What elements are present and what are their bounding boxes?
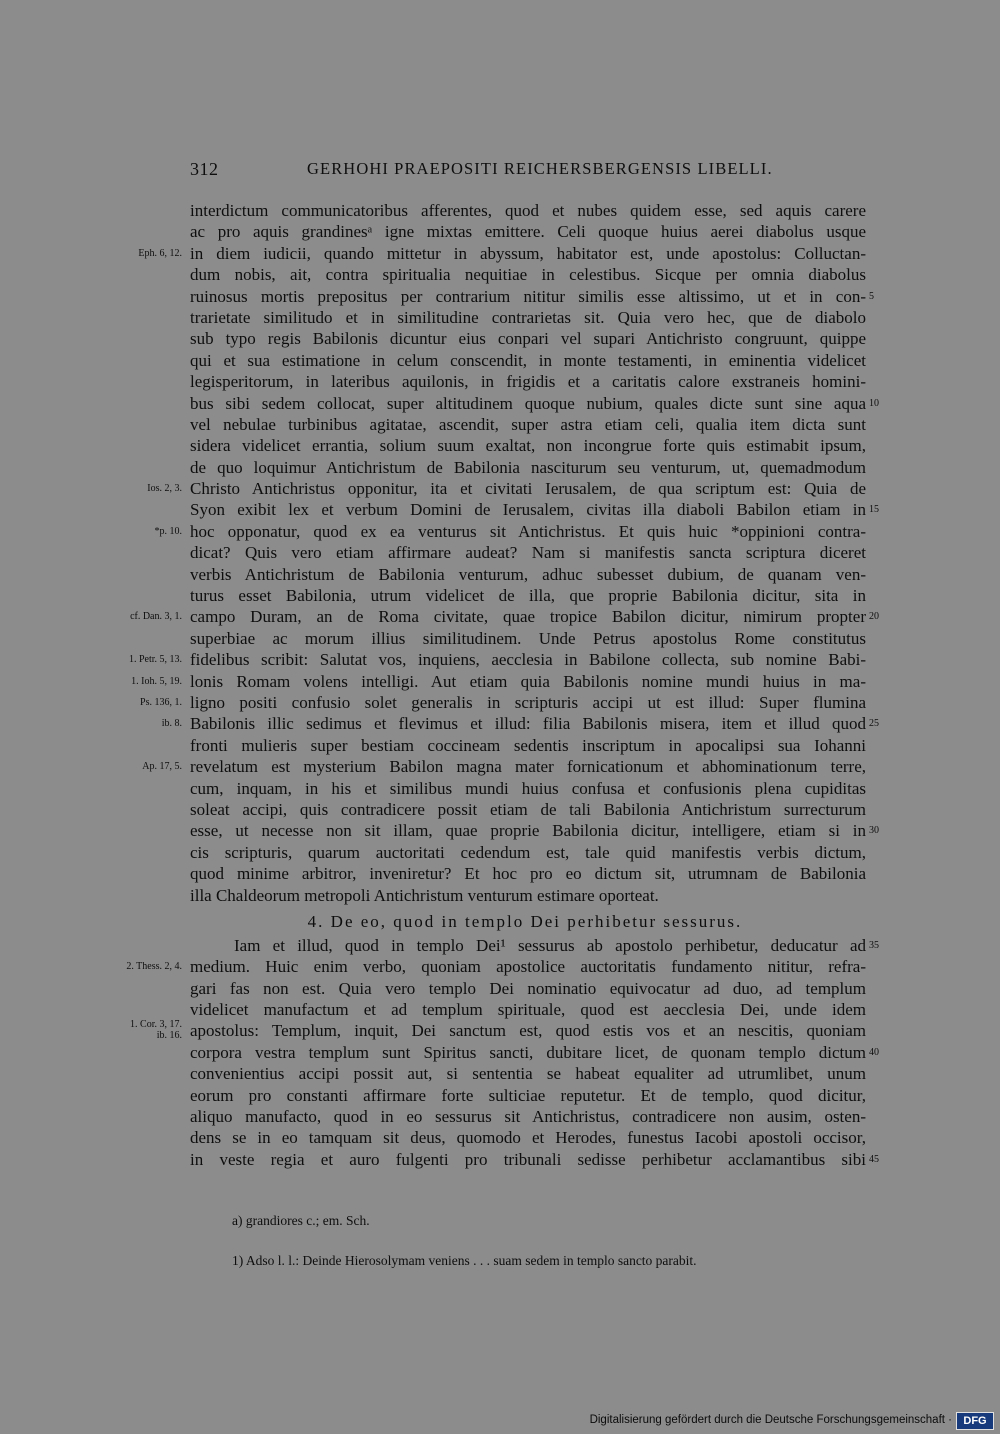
line-text: verbis Antichristum de Babilonia venturum, adhuc subesset dubium, de quanam ven- [190, 564, 866, 584]
text-line [0, 713, 1000, 734]
text-line [0, 585, 1000, 606]
page-number: 312 [190, 159, 219, 179]
text-line [0, 671, 1000, 692]
text-line [0, 799, 1000, 820]
line-text: aliquo manufacto, quod in eo sessurus sit Antichristus, contradicere non ausim, osten- [190, 1107, 866, 1127]
line-text: dens se in eo tamquam sit deus, quomodo et Herodes, funestus Iacobi apostoli occisor, [190, 1128, 866, 1148]
section-heading-text: 4. De eo, quod in templo Dei perhibetur sessurus. [307, 911, 743, 931]
line-text: hoc opponatur, quod ex ea venturus sit Antichristus. Et quis huic *oppinioni contra- [190, 521, 866, 541]
text-line [0, 1063, 1000, 1084]
text-line [0, 842, 1000, 863]
text-line [0, 778, 1000, 799]
line-text: apostolus: Templum, inquit, Dei sanctum est, quod estis vos et an nescitis, quoniam [190, 1021, 866, 1041]
line-number: 10 [869, 397, 879, 409]
marginal-reference: 1. Ioh. 5, 19. [131, 675, 182, 687]
text-line [0, 414, 1000, 435]
text-line [0, 328, 1000, 349]
line-text: superbiae ac morum illius similitudinem. Unde Petrus apostolus Rome constitutus [190, 628, 866, 648]
line-text: convenientius accipi possit aut, si sententia se habeat equaliter ad utrumlibet, unum [190, 1064, 866, 1084]
section-4-text [0, 935, 1000, 1170]
marginal-reference: 1. Cor. 3, 17. ib. 16. [130, 1019, 182, 1042]
text-line [0, 606, 1000, 627]
text-line [0, 221, 1000, 242]
text-line [0, 307, 1000, 328]
line-text: fronti mulieris super bestiam coccineam sedentis inscriptum in apocalipsi sua Iohanni [190, 735, 866, 755]
line-text: dum nobis, ait, contra spiritualia nequitiae in celestibus. Sicque per omnia diabolus [190, 265, 866, 285]
text-line [0, 885, 1000, 906]
line-text: cis scripturis, quarum auctoritati cedendum est, tale quid manifestis verbis dictum, [190, 842, 866, 862]
line-text: in diem iudicii, quando mittetur in abyssum, habitator est, unde apostolus: Colluctan- [190, 243, 866, 263]
marginal-reference: Eph. 6, 12. [138, 247, 182, 259]
marginal-reference: ib. 8. [161, 718, 182, 730]
line-text: lonis Romam volens intelligi. Aut etiam quia Babilonis nomine mundi huius in ma- [190, 671, 866, 691]
text-line [0, 1127, 1000, 1148]
text-line [0, 200, 1000, 221]
line-text: cum, inquam, in his et similibus mundi huius confusa et confusionis plena cupiditas [190, 778, 866, 798]
line-text: eorum pro constanti affirmare forte sulticiae reputetur. Et de templo, quod dicitur, [190, 1085, 866, 1105]
marginal-reference: Ps. 136, 1. [140, 696, 182, 708]
text-line [0, 756, 1000, 777]
text-line [0, 350, 1000, 371]
line-number: 15 [869, 504, 879, 516]
text-line [0, 999, 1000, 1020]
line-text: qui et sua estimatione in celum conscendit, in monte testamenti, in eminentia videlicet [190, 350, 866, 370]
line-text: dicat? Quis vero etiam affirmare audeat? Nam si manifestis sancta scriptura diceret [190, 543, 866, 563]
marginal-reference: Ap. 17, 5. [142, 761, 182, 773]
line-text: medium. Huic enim verbo, quoniam apostolice auctoritatis fundamento nititur, refra- [190, 957, 866, 977]
text-line [0, 1020, 1000, 1041]
line-text: Christo Antichristus opponitur, ita et civitati Ierusalem, de qua scriptum est: Quia de [190, 479, 866, 499]
line-text: Syon exibit lex et verbum Domini de Ierusalem, civitas illa diaboli Babilon etiam in [190, 500, 866, 520]
page-header [190, 159, 868, 185]
marginal-reference: Ios. 2, 3. [147, 483, 182, 495]
text-line [0, 457, 1000, 478]
footnotes [232, 1212, 872, 1270]
line-text: fidelibus scribit: Salutat vos, inquiens, aecclesia in Babilone collecta, sub nomine Babi- [190, 650, 866, 670]
line-text: campo Duram, an de Roma civitate, quae tropice Babilon dicitur, nimirum propter [190, 607, 866, 627]
line-text: de quo loquimur Antichristum de Babilonia nasciturum seu venturum, ut, quemadmodum [190, 457, 866, 477]
line-number: 25 [869, 718, 879, 730]
line-text: in veste regia et auro fulgenti pro tribunali sedisse perhibetur acclamantibus sibi [190, 1149, 866, 1169]
footer-bar [0, 1408, 1000, 1434]
line-number: 5 [869, 290, 874, 302]
text-line [0, 649, 1000, 670]
line-number: 30 [869, 825, 879, 837]
text-line [0, 521, 1000, 542]
line-text: quod minime arbitror, inveniretur? Et hoc pro eo dictum sit, utrumnam de Babilonia [190, 864, 866, 884]
line-text: sidera videlicet errantia, solium suum exaltat, non incongrue forte quis estimabit ipsum, [190, 436, 866, 456]
line-text: videlicet manufactum et ad templum spirituale, quod est aecclesia Dei, unde idem [190, 1000, 866, 1020]
text-line [0, 978, 1000, 999]
marginal-reference: 1. Petr. 5, 13. [128, 654, 182, 666]
line-text: Babilonis illic sedimus et flevimus et illud: filia Babilonis misera, item et illud quod [190, 714, 866, 734]
line-text: illa Chaldeorum metropoli Antichristum venturum estimare oporteat. [190, 885, 659, 905]
text-line [0, 935, 1000, 956]
text-line [0, 435, 1000, 456]
footer-credit: Digitalisierung gefördert durch die Deutsche Forschungsgemeinschaft · [589, 1414, 952, 1426]
text-line [0, 243, 1000, 264]
text-line [0, 1085, 1000, 1106]
line-text: vel nebulae turbinibus agitatae, ascendit, super astra etiam celi, qualia item dicta sunt [190, 414, 866, 434]
text-line [0, 1042, 1000, 1063]
text-line [0, 863, 1000, 884]
text-line [0, 820, 1000, 841]
line-text: revelatum est mysterium Babilon magna mater fornicationum et abhominationum terre, [190, 757, 866, 777]
line-text: ac pro aquis grandinesᵃ igne mixtas emittere. Celi quoque huius aerei diabolus usque [190, 222, 866, 242]
section-heading [0, 906, 1000, 935]
line-text: legisperitorum, in lateribus aquilonis, in frigidis et a caritatis calore exstraneis homini- [190, 372, 866, 392]
text-line [0, 956, 1000, 977]
line-text: gari fas non est. Quia vero templo Dei nominatio equivocatur ad duo, ad templum [190, 978, 866, 998]
line-text: corpora vestra templum sunt Spiritus sancti, dubitare licet, de quonam templo dictum [190, 1042, 866, 1062]
text-line [0, 735, 1000, 756]
line-text: interdictum communicatoribus afferentes, quod et nubes quidem esse, sed aquis carere [190, 201, 866, 220]
line-text: trarietate similitudo et in similitudine contrarietas sit. Quia vero hec, que de diabolo [190, 307, 866, 327]
marginal-reference: 2. Thess. 2, 4. [126, 961, 182, 973]
line-text: soleat accipi, quis contradicere possit etiam de tali Babilonia Antichristum surrecturum [190, 799, 866, 819]
text-line [0, 1106, 1000, 1127]
line-number: 20 [869, 611, 879, 623]
line-text: turus esset Babilonia, utrum videlicet de illa, que proprie Babilonia dicitur, sita in [190, 586, 866, 606]
marginal-reference: cf. Dan. 3, 1. [130, 611, 182, 623]
running-head: GERHOHI PRAEPOSITI REICHERSBERGENSIS LIBELLI. [307, 159, 773, 178]
text-line [0, 478, 1000, 499]
line-text: esse, ut necesse non sit illam, quae proprie Babilonia dicitur, intelligere, etiam si in [190, 821, 866, 841]
line-text: sub typo regis Babilonis dicuntur eius conpari vel supari Antichristo congruunt, quippe [190, 329, 866, 349]
line-text: Iam et illud, quod in templo Dei¹ sessurus ab apostolo perhibetur, deducatur ad [234, 935, 866, 955]
line-number: 45 [869, 1153, 879, 1165]
text-line [0, 692, 1000, 713]
footnote-1: 1) Adso l. l.: Deinde Hierosolymam veniens . . . suam sedem in templo sancto parabit. [232, 1253, 697, 1268]
marginal-reference: *p. 10. [154, 525, 182, 537]
line-text: ruinosus mortis prepositus per contrarium nititur similis esse altissimo, ut et in con- [190, 286, 866, 306]
line-text: ligno positi confusio solet generalis in scripturis accipi ut est illud: Super flumina [190, 692, 866, 712]
line-text: bus sibi sedem collocat, super altitudinem quoque nubium, quales dicte sunt sine aqua [190, 393, 866, 413]
dfg-logo: DFG [956, 1412, 994, 1430]
text-line [0, 499, 1000, 520]
text-line [0, 564, 1000, 585]
text-line [0, 264, 1000, 285]
footnote-a: a) grandiores c.; em. Sch. [232, 1213, 370, 1228]
text-line [0, 286, 1000, 307]
line-number: 40 [869, 1046, 879, 1058]
text-line [0, 628, 1000, 649]
text-line [0, 1149, 1000, 1170]
text-line [0, 542, 1000, 563]
text-line [0, 393, 1000, 414]
main-text [0, 200, 1000, 1170]
line-number: 35 [869, 939, 879, 951]
section-3-text [0, 200, 1000, 906]
text-line [0, 371, 1000, 392]
